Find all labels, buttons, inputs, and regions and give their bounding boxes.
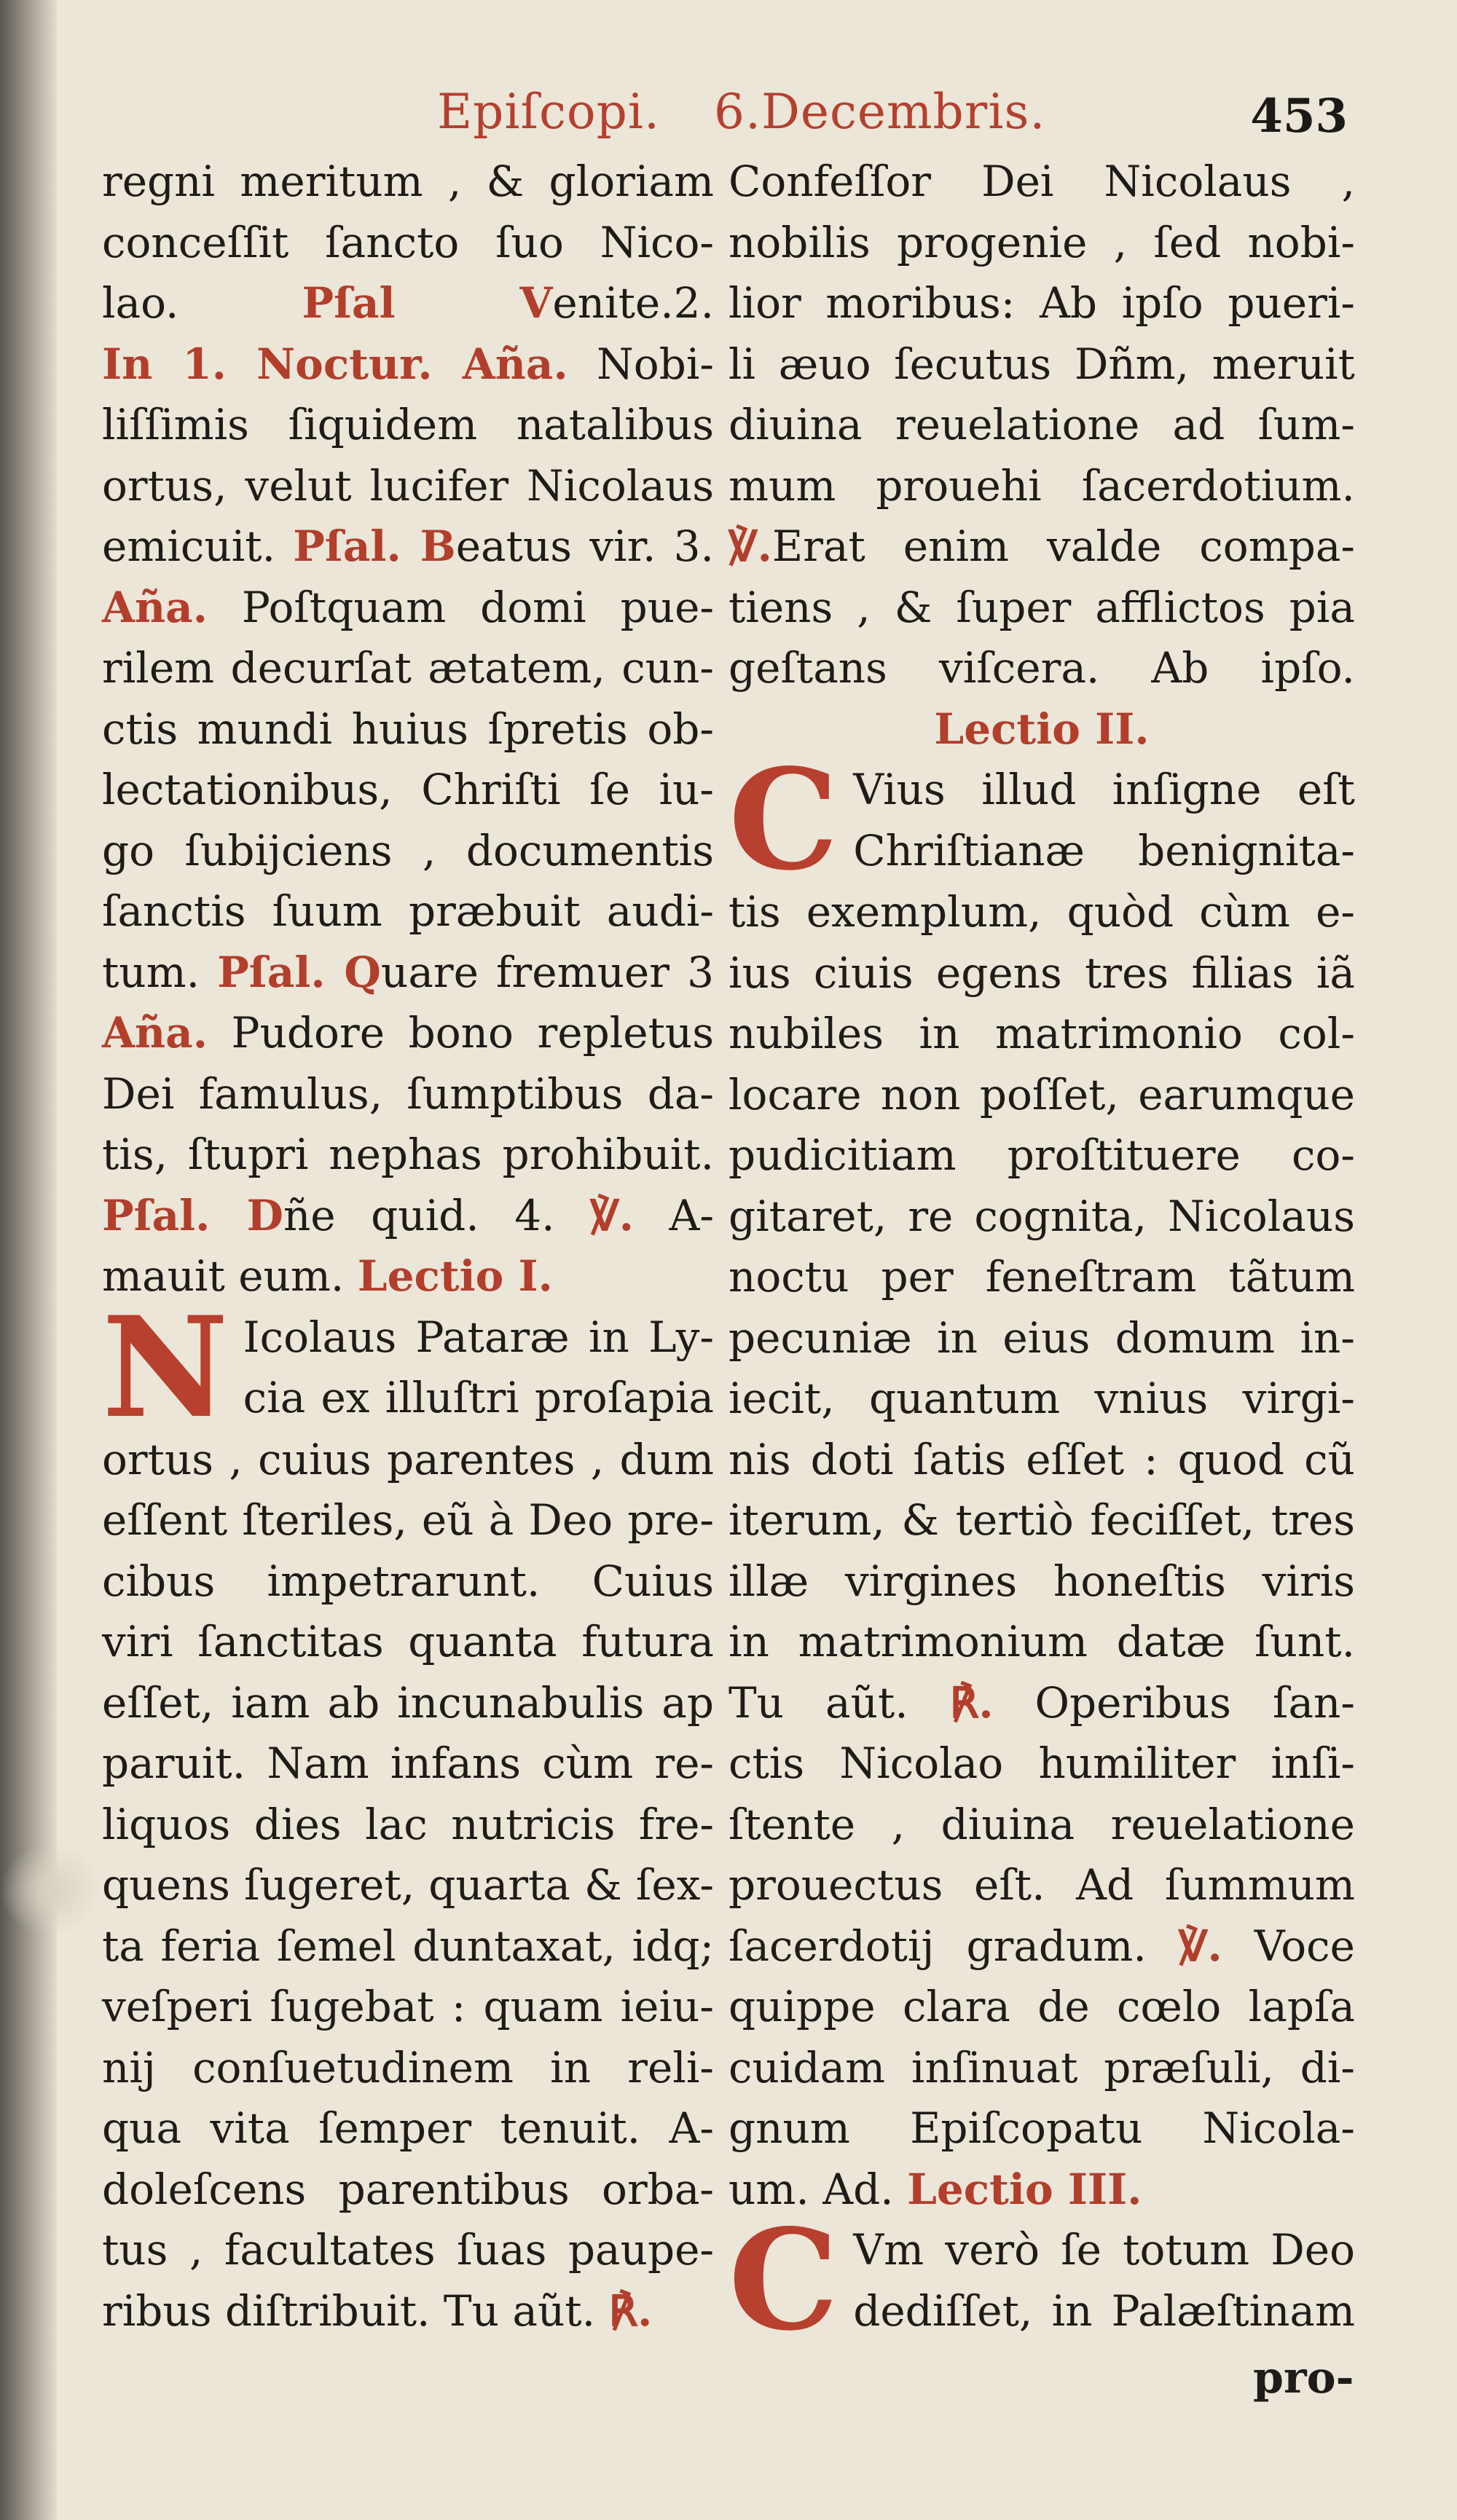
text-line: liquos dies lac nutricis fre- (102, 1799, 714, 1849)
text-line: eſſet, iam ab incunabulis ap (102, 1677, 714, 1728)
text-line: nubiles in matrimonio col- (728, 1009, 1355, 1058)
text-line: iterum, & tertiò feciſſet, tres (728, 1495, 1355, 1545)
text-line: Confeſſor Dei Nicolaus , (728, 157, 1355, 206)
text-line: Aña. Poſtquam domi pue- (102, 582, 714, 632)
rubric: Pſal. B (293, 521, 456, 571)
text-line: cuidam inſinuat præſuli, di- (728, 2042, 1355, 2092)
rubric: ℟. (608, 2285, 653, 2336)
rubric: Aña. (102, 582, 208, 632)
text-line: prouectus eſt. Ad ſummum (728, 1860, 1355, 1910)
text-line: Chriſtianæ benignita- (853, 825, 1355, 875)
header-left: Epiſcopi. (437, 84, 660, 140)
text-line: iecit, quantum vnius virgi- (728, 1374, 1355, 1423)
text-line: mauit eum. Lectio I. (102, 1251, 553, 1301)
rubric: Pſal. Q (217, 947, 381, 997)
text-line: lior moribus: Ab ipſo pueri- (728, 278, 1355, 328)
text-line: viri ſanctitas quanta futura (102, 1617, 714, 1666)
text-line: illæ virgines honeſtis viris (728, 1556, 1355, 1606)
initial-paragraph (728, 2220, 1355, 2342)
text-line: doleſcens parentibus orba- (102, 2164, 714, 2214)
text-line: nobilis progenie , ſed nobi- (728, 217, 1355, 267)
text-line: veſperi ſugebat : quam ieiu- (102, 1982, 714, 2031)
text-line: paruit. Nam infans cùm re- (102, 1739, 714, 1788)
text-line: ℣.Erat enim valde compa- (728, 521, 1355, 571)
text-line: mum prouehi ſacerdotium. (728, 460, 1355, 511)
text-line: pudicitiam proſtituere co- (728, 1130, 1355, 1180)
rubric: Pſal. D (102, 1190, 283, 1240)
text-line: nis doti ſatis eſſet : quod cũ (728, 1434, 1355, 1484)
text-line: go ſubijciens , documentis (102, 825, 714, 875)
text-line: lectationibus, Chriſti ſe iu- (102, 765, 714, 814)
drop-capital: C (728, 760, 839, 882)
text-line: pecuniæ in eius domum in- (728, 1312, 1355, 1363)
text-line: rilem decurſat ætatem, cun- (102, 643, 714, 693)
header-right: 6.Decembris. (714, 84, 1046, 140)
text-line: ctis mundi huius ſpretis ob- (102, 704, 714, 754)
text-line: ſtente , diuina reuelatione (728, 1799, 1355, 1849)
page-number: 453 (1250, 89, 1348, 143)
text-line: li æuo ſecutus Dñm, meruit (728, 339, 1355, 389)
text-line: diuina reuelatione ad ſum- (728, 400, 1355, 449)
text-line: regni meritum , & gloriam (102, 157, 714, 206)
text-line: Dei famulus, ſumptibus da- (102, 1068, 714, 1119)
text-line: ortus, velut lucifer Nicolaus (102, 460, 714, 511)
initial-paragraph (728, 760, 1355, 882)
text-line: ribus diſtribuit. Tu aũt. ℟. (102, 2285, 653, 2336)
text-line (728, 699, 1355, 760)
text-line: in matrimonium datæ ſunt. (728, 1617, 1355, 1666)
drop-capital: N (102, 1307, 229, 1430)
text-line: liſſimis ſiquidem natalibus (102, 400, 714, 449)
rubric: Lectio III. (907, 2164, 1142, 2214)
left-column (102, 151, 714, 2342)
text-line: Pſal. Dñe quid. 4. ℣. A- (102, 1190, 715, 1240)
text-line: ſanctis ſuum præbuit audi- (102, 886, 714, 936)
text-line: tis, ſtupri nephas prohibuit. (102, 1130, 714, 1179)
right-column (728, 151, 1355, 2342)
text-line: emicuit. Pſal. Beatus vir. 3. (102, 521, 714, 571)
text-line: locare non poſſet, earumque (728, 1069, 1355, 1119)
text-line: nij conſuetudinem in reli- (102, 2042, 714, 2092)
rubric: Lectio I. (357, 1251, 553, 1301)
text-line: Icolaus Pataræ in Ly- (243, 1312, 714, 1362)
text-line: Vius illud inſigne eſt (853, 765, 1355, 814)
initial-paragraph (102, 1307, 714, 1430)
text-line: ſacerdotij gradum. ℣. Voce (728, 1921, 1355, 1971)
text-line: tus , facultates ſuas paupe- (102, 2225, 714, 2275)
text-line: noctu per feneſtram tãtum (728, 1252, 1355, 1302)
text-line: cia ex illuſtri proſapia (243, 1373, 714, 1422)
text-line: dediſſet, in Palæſtinam (853, 2285, 1355, 2336)
rubric: ℟. (949, 1677, 994, 1728)
text-line: gitaret, re cognita, Nicolaus (728, 1191, 1355, 1241)
text-line: tiens , & ſuper afflictos pia (728, 582, 1355, 632)
text-line: lao. Pſal Venite.2. (102, 278, 715, 328)
text-line: quippe clara de cœlo lapſa (728, 1982, 1355, 2031)
text-line: ta feria ſemel duntaxat, idq; (102, 1921, 714, 1971)
text-line: qua vita ſemper tenuit. A- (102, 2103, 714, 2153)
rubric: In 1. Noctur. Aña. (102, 339, 568, 389)
text-line: eſſent ſteriles, eũ à Deo pre- (102, 1495, 714, 1545)
text-line: Tu aũt. ℟. Operibus ſan- (728, 1677, 1355, 1728)
text-line: cibus impetrarunt. Cuius (102, 1556, 714, 1606)
text-line: um. Ad. Lectio III. (728, 2164, 1142, 2214)
text-line: quens ſugeret, quarta & ſex- (102, 1860, 714, 1910)
rubric: Lectio II. (934, 704, 1150, 754)
text-line: Aña. Pudore bono repletus (102, 1008, 714, 1058)
rubric: Aña. (102, 1008, 208, 1058)
binding-gutter (0, 0, 57, 2520)
text-line: ctis Nicolao humiliter inſi- (728, 1739, 1355, 1788)
text-line: ius ciuis egens tres filias iã (728, 948, 1355, 998)
rubric: ℣. (590, 1190, 634, 1240)
rubric: ℣. (1178, 1921, 1222, 1971)
paper-stain (0, 1843, 102, 1937)
text-line: In 1. Noctur. Aña. Nobi- (102, 339, 714, 389)
text-line: ortus , cuius parentes , dum (102, 1434, 714, 1484)
text-line: conceſſit ſancto ſuo Nico- (102, 217, 714, 267)
text-line: tum. Pſal. Quare fremuer 3 (102, 947, 714, 997)
text-line: geſtans viſcera. Ab ipſo. (728, 643, 1355, 693)
rubric: ℣. (728, 521, 772, 571)
drop-capital: C (728, 2220, 839, 2342)
text-line: Vm verò ſe totum Deo (853, 2225, 1355, 2275)
rubric: Pſal V (302, 278, 553, 328)
text-line: tis exemplum, quòd cùm e- (728, 887, 1355, 937)
catchword: pro- (1253, 2352, 1354, 2403)
text-line: gnum Epiſcopatu Nicola- (728, 2103, 1355, 2153)
